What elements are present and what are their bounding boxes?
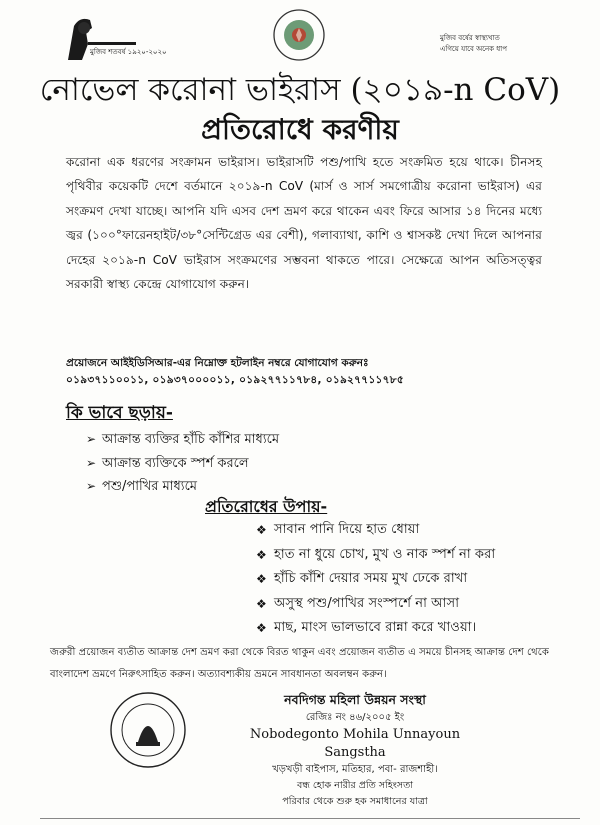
arrow-bullet-icon: ➢	[86, 455, 97, 470]
list-item	[86, 452, 486, 476]
prevention-item-text: মাছ, মাংস ভালভাবে রান্না করে খাওয়া।	[274, 620, 477, 635]
spread-item-text: পশু/পাখির মাধ্যমে	[102, 479, 198, 494]
organization-name-en: Nobodegonto Mohila Unnayoun Sangstha	[249, 727, 461, 760]
arrow-bullet-icon: ➢	[86, 432, 97, 446]
diamond-bullet-icon: ❖	[256, 523, 267, 537]
prevention-item-text: অসুস্থ পশু/পাখির সংস্পর্শে না আসা	[274, 595, 460, 611]
motto-line-2: পরিবার থেকে শুরু হক সমাধানের যাত্রা	[282, 796, 428, 807]
travel-notice: জরুরী প্রয়োজন ব্যতীত আক্রান্ত দেশ ভ্রমণ করা থেকে বিরত থাকুন এবং প্রয়োজন ব্যতীত এ সময়ে চীনসহ আক্রান্ত দেশ থেকে বাংলাদেশ ভ্রমণে নিরুৎসাহিত করুন। অত্যাবশ্যকীয় ভ্রমনে সাবধানতা অবলম্বন করুন।	[50, 647, 549, 680]
logo-text: মুজিব শতবর্ষ ১৯২০-২০২০	[90, 48, 167, 56]
organization-seal-icon	[108, 690, 188, 770]
page-subtitle: প্রতিরোধে করণীয়	[201, 113, 399, 146]
diamond-bullet-icon: ❖	[256, 547, 267, 562]
diamond-bullet-icon: ❖	[256, 621, 267, 635]
organization-address: খড়খড়ী বাইপাস, মতিহার, পবা- রাজশাহী।	[272, 764, 438, 775]
spread-list	[86, 428, 486, 499]
diamond-bullet-icon: ❖	[256, 572, 267, 586]
diamond-bullet-icon: ❖	[256, 596, 267, 611]
prevention-item-text: হাত না ধুয়ে চোখ, মুখ ও নাক স্পর্শ না করা	[274, 546, 496, 562]
list-item	[256, 518, 556, 543]
hotline-numbers: ০১৯৩৭১১০০১১, ০১৯৩৭০০০০১১, ০১৯২৭৭১১৭৮৪, ০১৯২৭৭১১৭৮৫	[66, 374, 405, 386]
prevention-item-text: হাঁচি কাঁশি দেয়ার সময় মুখ ঢেকে রাখা	[274, 571, 468, 586]
page-title: নোভেল করোনা ভাইরাস (২০১৯-n CoV)	[39, 72, 561, 108]
list-item	[256, 616, 556, 641]
spread-item-text: আক্রান্ত ব্যক্তির হাঁচি কাঁশির মাধ্যমে	[102, 432, 280, 447]
slogan-line-1: মুজিব বর্ষের স্বাস্থ্যখাত	[440, 34, 500, 42]
slogan-line-2: এগিয়ে যাবে অনেক ধাপ	[440, 45, 507, 53]
list-item	[256, 592, 556, 617]
arrow-bullet-icon: ➢	[86, 479, 97, 493]
mujib-borsho-logo	[62, 14, 167, 64]
organization-name-bn: নবদিগন্ত মহিলা উন্নয়ন সংস্থা	[284, 692, 426, 707]
prevention-item-text: সাবান পানি দিয়ে হাত ধোয়া	[274, 522, 420, 537]
list-item	[86, 428, 486, 452]
list-item	[256, 543, 556, 568]
bottom-divider	[40, 818, 580, 819]
spread-heading: কি ভাবে ছড়ায়-	[66, 403, 173, 423]
health-slogan	[440, 33, 580, 55]
prevention-heading: প্রতিরোধের উপায়-	[205, 497, 328, 516]
organization-info	[230, 690, 480, 810]
prevention-list	[256, 518, 556, 641]
intro-paragraph: করোনা এক ধরণের সংক্রামন ভাইরাস। ভাইরাসটি পশু/পাখি হতে সংক্রমিত হয়ে থাকে। চীনসহ পৃথিবীর কয়েকটি দেশে বর্তমানে ২০১৯-n CoV (মার্স ও সার্স সমগোত্রীয় করোনা ভাইরাস) এর সংক্রমণ দেখা যাচ্ছে। আপনি যদি এসব দেশ ভ্রমণ করে থাকেন এবং ফিরে আসার ১৪ দিনের মধ্যে জ্বর (১০০°ফারেনহাইট/৩৮°সেন্টিগ্রেড এর বেশী), গলাব্যাথা, কাশি ও শ্বাসকষ্ট দেখা দিলে আপনার দেহের ২০১৯-n CoV ভাইরাস সংক্রমণের সম্ভবনা থাকতে পারে। সেক্ষেত্রে আপন অতিসত্ত্বর সরকারী স্বাস্থ্য কেন্দ্রে যোগাযোগ করুন।	[66, 155, 542, 292]
list-item	[256, 567, 556, 592]
spread-item-text: আক্রান্ত ব্যক্তিকে স্পর্শ করলে	[102, 455, 249, 471]
hotline-label: প্রয়োজনে আইইডিসিআর-এর নিম্নোক্ত হটলাইন নম্বরে যোগাযোগ করুনঃ	[66, 357, 369, 369]
registration-number: রেজিঃ নং ৪৬/২০০৫ ইং	[305, 712, 405, 723]
government-seal-icon	[272, 8, 326, 62]
motto-line-1: বন্ধ হোক নারীর প্রতি সহিংসতা	[297, 780, 413, 791]
